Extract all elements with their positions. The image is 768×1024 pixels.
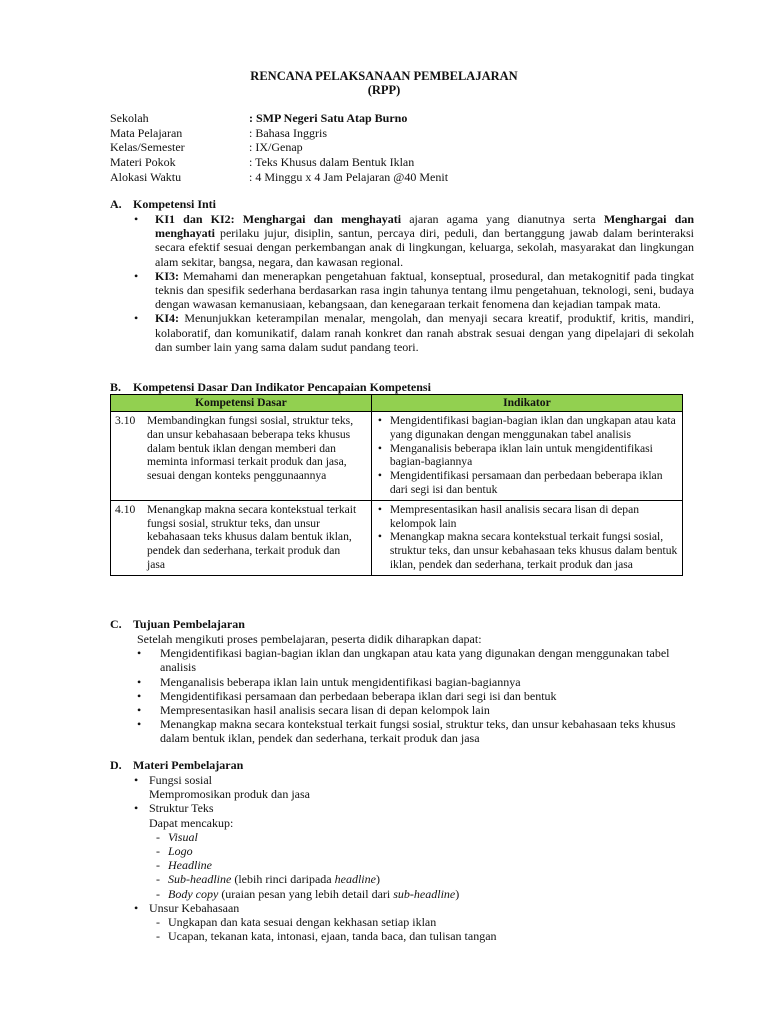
unsur-list xyxy=(131,915,691,943)
identity-row xyxy=(110,126,448,141)
struktur-text-part: (uraian pesan yang lebih detail dari xyxy=(218,886,394,901)
materi-fungsi-label: Fungsi sosial xyxy=(149,773,213,787)
bullet-glyph: • xyxy=(377,469,382,483)
document-subtitle: (RPP) xyxy=(367,83,401,97)
indikator-item xyxy=(376,503,678,531)
struktur-text-part: Visual xyxy=(168,829,198,844)
indikator-text: Mengidentifikasi bagian-bagian iklan dan ungkapan atau kata yang digunakan dengan menggunakan tabel analisis xyxy=(389,414,676,441)
struktur-list xyxy=(131,830,691,901)
indikator-text: Mempresentasikan hasil analisis secara lisan di depan kelompok lain xyxy=(389,502,640,530)
identity-row xyxy=(110,155,448,170)
identity-label: Sekolah xyxy=(110,111,149,125)
tujuan-item xyxy=(137,689,687,703)
document-title: RENCANA PELAKSANAAN PEMBELAJARAN xyxy=(250,69,518,83)
ki-text-part: Menghargai dan menghayati xyxy=(242,212,402,226)
bullet-glyph: • xyxy=(134,900,139,915)
materi-struktur-intro: Dapat mencakup: xyxy=(149,815,234,830)
identity-value: : SMP Negeri Satu Atap Burno xyxy=(249,111,408,125)
section-title: Kompetensi Inti xyxy=(133,197,217,211)
struktur-text-part: (lebih rinci daripada xyxy=(231,872,335,887)
struktur-text-part: ) xyxy=(455,886,460,901)
bullet-glyph: • xyxy=(137,688,142,703)
materi-item xyxy=(131,801,691,815)
bullet-glyph: • xyxy=(134,311,139,326)
identity-label: Mata Pelajaran xyxy=(110,125,183,140)
tujuan-block xyxy=(137,632,687,746)
materi-struktur-label: Struktur Teks xyxy=(149,801,214,816)
dash-glyph: - xyxy=(156,829,160,844)
ki-text-part: KI4: xyxy=(155,311,185,326)
tujuan-item xyxy=(137,717,687,745)
identity-value: : Teks Khusus dalam Bentuk Iklan xyxy=(249,154,415,169)
bullet-glyph: • xyxy=(134,801,139,816)
tujuan-text: Mengidentifikasi persamaan dan perbedaan beberapa iklan dari segi isi dan bentuk xyxy=(160,688,557,703)
identity-row xyxy=(110,140,448,155)
bullet-glyph: • xyxy=(377,414,382,427)
struktur-text-part: Headline xyxy=(168,858,212,873)
bullet-glyph: • xyxy=(377,441,382,455)
tujuan-item xyxy=(137,675,687,689)
struktur-item xyxy=(131,844,691,858)
struktur-item xyxy=(131,887,691,901)
bullet-glyph: • xyxy=(137,646,142,661)
dash-glyph: - xyxy=(156,872,160,887)
identity-block xyxy=(110,111,448,185)
tujuan-text: Menangkap makna secara kontekstual terkait fungsi sosial, struktur teks, dan unsur kebahasaan teks khusus dalam bentuk iklan, pendek dan sederhana, terkait produk dan jasa xyxy=(160,717,676,746)
indikator-text: Menganalisis beberapa iklan lain untuk mengidentifikasi bagian-bagiannya xyxy=(389,441,653,469)
ki-item xyxy=(134,212,694,269)
bullet-glyph: • xyxy=(377,502,382,516)
section-letter: B. xyxy=(110,380,122,394)
kompetensi-inti-list xyxy=(134,212,695,354)
section-letter: C. xyxy=(110,617,122,631)
struktur-item xyxy=(131,858,691,872)
indikator-item xyxy=(376,469,678,497)
tujuan-text: Mempresentasikan hasil analisis secara lisan di depan kelompok lain xyxy=(160,703,490,718)
indikator-item xyxy=(376,530,678,571)
materi-block xyxy=(131,773,691,943)
tujuan-list xyxy=(137,646,687,745)
ki-text-part: Memahami dan menerapkan pengetahuan faktual, konseptual, prosedural, dan metakognitif pada tingkat teknis dan spesifik sederhana berdasarkan rasa ingin tahunya tentang ilmu pengetahuan, teknologi, seni, budaya dengan wawasan kemanusiaan, kebangsaan, dan kenegaraan terkait fenomena dan kejadian tampak mata. xyxy=(155,268,694,312)
struktur-text-part: Sub-headline xyxy=(168,872,232,887)
ki-text-part: KI1 dan KI2: xyxy=(155,212,243,226)
kd-text: Membandingkan fungsi sosial, struktur teks, dan unsur kebahasaan beberapa teks khusus dalam bentuk iklan dengan memberi dan meminta informasi terkait produk dan jasa, sesuai dengan konteks penggunaannya xyxy=(147,414,354,483)
tujuan-text: Mengidentifikasi bagian-bagian iklan dan ungkapan atau kata yang digunakan dengan menggunakan tabel analisis xyxy=(160,646,670,675)
identity-value: : Bahasa Inggris xyxy=(249,125,327,140)
struktur-item xyxy=(131,830,691,844)
materi-item xyxy=(131,901,691,915)
ki-text-part: Menghargai dan menghayati xyxy=(155,212,694,241)
ki-text-part: ajaran agama yang dianutnya serta xyxy=(401,212,604,226)
dash-glyph: - xyxy=(156,886,160,901)
tujuan-text: Menganalisis beberapa iklan lain untuk mengidentifikasi bagian-bagiannya xyxy=(160,674,521,689)
section-title: Tujuan Pembelajaran xyxy=(133,617,245,631)
ki-text-part: Menunjukkan keterampilan menalar, mengolah, dan menyaji secara kreatif, produktif, kritis, mandiri, kolaboratif, dan komunikatif, dalam ranah konkret dan ranah abstrak sesuai dengan yang dipelajari di sekolah dan sumber lain yang sama dalam sudut pandang teori. xyxy=(155,311,695,354)
materi-fungsi-text: Mempromosikan produk dan jasa xyxy=(149,787,310,802)
kd-number: 3.10 xyxy=(115,414,136,427)
section-letter: D. xyxy=(110,758,122,772)
ki-item xyxy=(134,268,694,312)
kd-indikator-table xyxy=(110,394,683,576)
struktur-text-part: Logo xyxy=(168,844,193,859)
identity-value: : 4 Minggu x 4 Jam Pelajaran @40 Menit xyxy=(249,170,449,184)
identity-label: Materi Pokok xyxy=(110,154,176,169)
kd-number: 4.10 xyxy=(115,502,136,516)
identity-row xyxy=(110,170,448,185)
kd-cell xyxy=(111,412,372,501)
dash-glyph: - xyxy=(156,915,160,930)
indikator-list xyxy=(376,414,678,497)
ki-text-part: perilaku jujur, disiplin, santun, percaya diri, peduli, dan bertanggung jawab dalam berinteraksi secara efektif sesuai dengan perkembangan anak di lingkungan, keluarga, sekolah, masyarakat dan lingkungan alam sekitar, bangsa, negara, dan kawasan regional. xyxy=(155,226,694,269)
ki-text-part: KI3: xyxy=(155,268,184,283)
bullet-glyph: • xyxy=(134,268,139,283)
materi-unsur-label: Unsur Kebahasaan xyxy=(149,900,240,915)
bullet-glyph: • xyxy=(137,703,142,718)
indikator-text: Mengidentifikasi persamaan dan perbedaan beberapa iklan dari segi isi dan bentuk xyxy=(389,469,663,496)
indikator-list xyxy=(376,503,678,572)
section-a-heading xyxy=(110,197,216,211)
bullet-glyph: • xyxy=(134,773,139,787)
indikator-text: Menangkap makna secara kontekstual terkait fungsi sosial, struktur teks, dan unsur kebahasaan teks khusus dalam bentuk iklan, pendek dan sederhana, terkait produk dan jasa xyxy=(389,530,678,571)
dash-glyph: - xyxy=(156,844,160,859)
bullet-glyph: • xyxy=(134,212,139,226)
indikator-header: Indikator xyxy=(371,395,682,412)
identity-value: : IX/Genap xyxy=(249,140,303,154)
identity-row xyxy=(110,111,448,126)
struktur-item xyxy=(131,872,691,886)
section-title: Kompetensi Dasar Dan Indikator Pencapaian Kompetensi xyxy=(133,380,431,394)
unsur-item xyxy=(131,929,691,943)
unsur-item xyxy=(131,915,691,929)
kd-cell xyxy=(111,500,372,575)
section-letter: A. xyxy=(110,197,122,211)
identity-label: Alokasi Waktu xyxy=(110,170,182,184)
tujuan-item xyxy=(137,646,687,674)
struktur-text-part: Body copy xyxy=(168,886,219,901)
bullet-glyph: • xyxy=(377,530,382,544)
struktur-text-part: headline xyxy=(334,872,376,887)
materi-item xyxy=(131,773,691,787)
kd-text: Menangkap makna secara kontekstual terkait fungsi sosial, struktur teks, dan unsur kebahasaan teks khusus dalam bentuk iklan, pendek dan sederhana, terkait produk dan jasa xyxy=(147,502,357,571)
ki-item xyxy=(134,311,695,354)
section-b-heading xyxy=(110,380,431,394)
unsur-text: Ungkapan dan kata sesuai dengan kekhasan setiap iklan xyxy=(168,915,437,930)
struktur-text-part: sub-headline xyxy=(393,886,456,901)
dash-glyph: - xyxy=(156,929,160,944)
identity-label: Kelas/Semester xyxy=(110,140,185,154)
unsur-text: Ucapan, tekanan kata, intonasi, ejaan, tanda baca, dan tulisan tangan xyxy=(168,929,497,944)
section-c-heading xyxy=(110,617,245,631)
dash-glyph: - xyxy=(156,858,160,873)
indikator-cell xyxy=(371,500,682,575)
bullet-glyph: • xyxy=(137,674,142,689)
indikator-item xyxy=(376,414,678,442)
section-d-heading xyxy=(110,758,243,772)
indikator-item xyxy=(376,442,678,470)
bullet-glyph: • xyxy=(137,717,142,732)
struktur-text-part: ) xyxy=(375,872,380,887)
kd-header: Kompetensi Dasar xyxy=(111,395,372,412)
tujuan-intro: Setelah mengikuti proses pembelajaran, peserta didik diharapkan dapat: xyxy=(137,632,482,646)
indikator-cell xyxy=(371,412,682,501)
tujuan-item xyxy=(137,703,687,717)
table-row xyxy=(111,412,683,501)
section-title: Materi Pembelajaran xyxy=(133,758,244,772)
table-row xyxy=(111,500,683,575)
